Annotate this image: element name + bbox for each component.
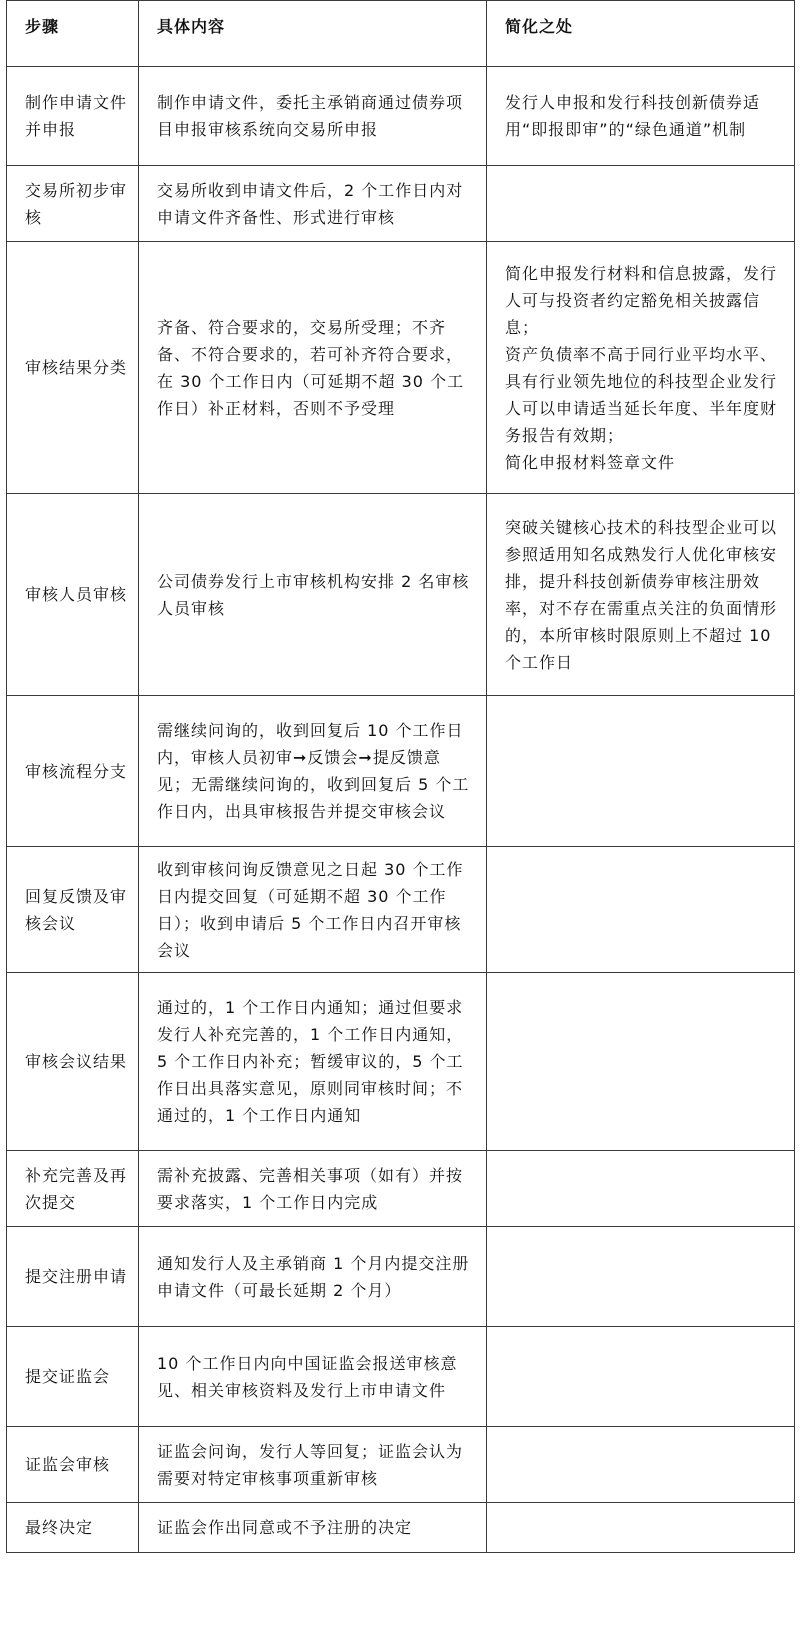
content-cell: 收到审核问询反馈意见之日起 30 个工作日内提交回复（可延期不超 30 个工作日）；收到申请后 5 个工作日内召开审核会议 xyxy=(139,847,487,973)
step-cell: 制作申请文件并申报 xyxy=(7,67,139,166)
content-cell: 公司债券发行上市审核机构安排 2 名审核人员审核 xyxy=(139,494,487,696)
simplification-item: 发行人申报和发行科技创新债券适用“即报即审”的“绿色通道”机制 xyxy=(505,93,761,139)
simplification-cell xyxy=(487,67,795,166)
table-row xyxy=(7,1503,795,1553)
content-cell: 制作申请文件，委托主承销商通过债券项目申报审核系统向交易所申报 xyxy=(139,67,487,166)
content-cell: 需继续问询的，收到回复后 10 个工作日内，审核人员初审➞反馈会➞提反馈意见；无需继续问询的，收到回复后 5 个工作日内，出具审核报告并提交审核会议 xyxy=(139,696,487,847)
simplification-item: 资产负债率不高于同行业平均水平、具有行业领先地位的科技型企业发行人可以申请适当延长年度、半年度财务报告有效期； xyxy=(505,344,778,445)
step-cell: 审核结果分类 xyxy=(7,242,139,494)
simplification-cell xyxy=(487,494,795,696)
step-cell: 证监会审核 xyxy=(7,1427,139,1503)
step-cell: 审核会议结果 xyxy=(7,973,139,1151)
simplification-item: 简化申报材料签章文件 xyxy=(505,452,676,472)
content-cell: 证监会作出同意或不予注册的决定 xyxy=(139,1503,487,1553)
simplification-cell xyxy=(487,696,795,847)
step-cell: 交易所初步审核 xyxy=(7,166,139,242)
table-row xyxy=(7,1151,795,1227)
step-cell: 回复反馈及审核会议 xyxy=(7,847,139,973)
simplification-cell xyxy=(487,1427,795,1503)
table-header-row xyxy=(7,1,795,67)
header-step: 步骤 xyxy=(7,1,139,67)
table-row xyxy=(7,67,795,166)
table-row xyxy=(7,973,795,1151)
content-cell: 证监会问询，发行人等回复；证监会认为需要对特定审核事项重新审核 xyxy=(139,1427,487,1503)
step-cell: 提交证监会 xyxy=(7,1327,139,1427)
table-row xyxy=(7,847,795,973)
simplification-cell xyxy=(487,1327,795,1427)
table-row xyxy=(7,1327,795,1427)
table-row xyxy=(7,494,795,696)
simplification-cell xyxy=(487,1151,795,1227)
content-cell: 齐备、符合要求的，交易所受理；不齐备、不符合要求的，若可补齐符合要求，在 30 个工作日内（可延期不超 30 个工作日）补正材料，否则不予受理 xyxy=(139,242,487,494)
step-cell: 提交注册申请 xyxy=(7,1227,139,1327)
simplification-cell xyxy=(487,166,795,242)
table-row xyxy=(7,696,795,847)
simplification-cell xyxy=(487,847,795,973)
table-row xyxy=(7,242,795,494)
simplification-cell xyxy=(487,1503,795,1553)
step-cell: 审核人员审核 xyxy=(7,494,139,696)
content-cell: 通知发行人及主承销商 1 个月内提交注册申请文件（可最长延期 2 个月） xyxy=(139,1227,487,1327)
table-row xyxy=(7,1427,795,1503)
simplification-cell xyxy=(487,242,795,494)
simplification-cell xyxy=(487,973,795,1151)
table-row xyxy=(7,1227,795,1327)
header-content: 具体内容 xyxy=(139,1,487,67)
content-cell: 需补充披露、完善相关事项（如有）并按要求落实，1 个工作日内完成 xyxy=(139,1151,487,1227)
simplification-cell xyxy=(487,1227,795,1327)
simplification-item: 突破关键核心技术的科技型企业可以参照适用知名成熟发行人优化审核安排，提升科技创新债券审核注册效率，对不存在需重点关注的负面情形的，本所审核时限原则上不超过 10 个工作日 xyxy=(505,517,778,672)
step-cell: 最终决定 xyxy=(7,1503,139,1553)
table-row xyxy=(7,166,795,242)
step-cell: 补充完善及再次提交 xyxy=(7,1151,139,1227)
content-cell: 交易所收到申请文件后，2 个工作日内对申请文件齐备性、形式进行审核 xyxy=(139,166,487,242)
step-cell: 审核流程分支 xyxy=(7,696,139,847)
header-simplification: 简化之处 xyxy=(487,1,795,67)
content-cell: 通过的，1 个工作日内通知；通过但要求发行人补充完善的，1 个工作日内通知，5 个工作日内补充；暂缓审议的，5 个工作日出具落实意见，原则同审核时间；不通过的，1 个工作日内通知 xyxy=(139,973,487,1151)
content-cell: 10 个工作日内向中国证监会报送审核意见、相关审核资料及发行上市申请文件 xyxy=(139,1327,487,1427)
simplification-item: 简化申报发行材料和信息披露，发行人可与投资者约定豁免相关披露信息； xyxy=(505,263,778,337)
approval-process-table xyxy=(6,0,795,1553)
